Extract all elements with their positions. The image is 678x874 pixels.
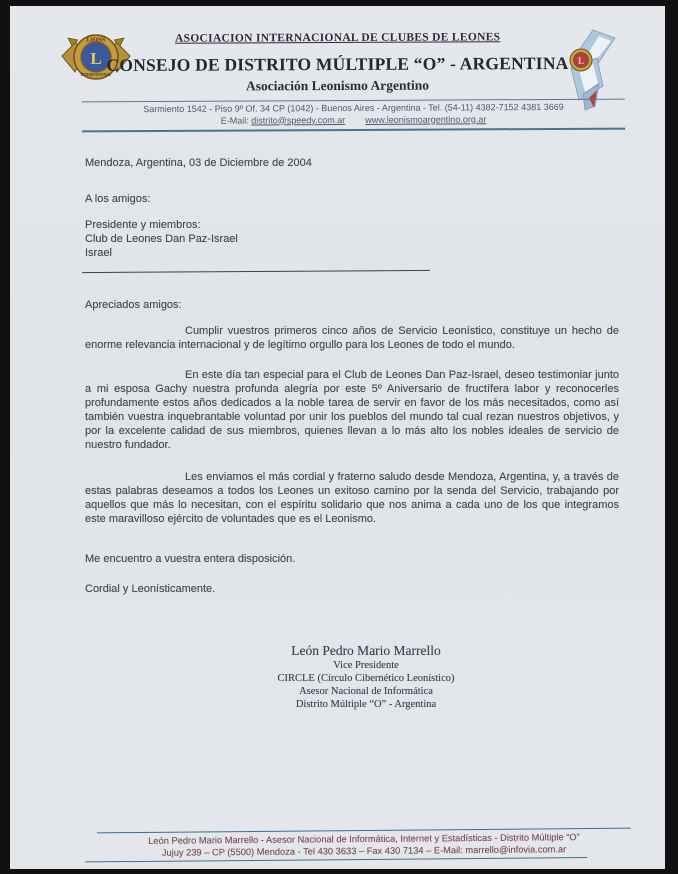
signer-title: Asesor Nacional de Informática — [299, 686, 433, 697]
organization-name: ASOCIACION INTERNACIONAL DE CLUBES DE LEONES — [174, 31, 501, 45]
salutation-intro: A los amigos: — [85, 193, 151, 205]
addressee-underline-rule — [82, 270, 430, 273]
svg-text:INTERNATIONAL: INTERNATIONAL — [80, 73, 112, 77]
addressee-line: Club de Leones Dan Paz-Israel — [85, 233, 238, 245]
svg-text:LIONS: LIONS — [86, 37, 106, 44]
paragraph: En este día tan especial para el Club de Leones Dan Paz-Israel, deseo testimoniar junto a mi esposa Gachy nuestra profunda alegría por este 5º Aniversario de fructífera labor y reconocerles profundamente estos años dedicados a la noble tarea de servir en favor de los más necesitados, como así también vuestra inquebrantable voluntad por unir los pueblos del mundo tal cual rezan nuestros objetivos, y por la excelente calidad de sus miembros, quienes llevan a lo más alto los nobles ideales de servicio de nuestro fundador. — [85, 369, 619, 451]
letterhead-address-block — [82, 99, 625, 133]
footer-line: León Pedro Mario Marrello - Asesor Nacional de Informática, Internet y Estadísticas - Distrito Múltiple “O” — [148, 832, 580, 846]
letterhead-address-line: Sarmiento 1542 - Piso 9º Of. 34 CP (1042) - Buenos Aires - Argentina - Tel. (54-11) 4382-7152 4381 3669 — [143, 101, 564, 115]
dateline: Mendoza, Argentina, 03 de Diciembre de 2004 — [85, 157, 312, 169]
signer-title: Vice Presidente — [333, 660, 399, 671]
signature-block — [99, 642, 633, 711]
association-subtitle: Asociación Leonismo Argentino — [245, 77, 430, 94]
letterhead-email: distrito@speedy.com.ar — [251, 114, 346, 126]
letterhead — [10, 6, 665, 131]
letterhead-website: www.leonismoargentino.org.ar — [365, 113, 487, 125]
email-label: E-Mail: — [220, 115, 252, 126]
letter-footer — [85, 828, 643, 863]
letter-page — [10, 6, 665, 869]
letter-body — [10, 156, 665, 711]
district-council-title: CONSEJO DE DISTRITO MÚLTIPLE “O” - ARGENTINA — [106, 52, 569, 76]
svg-text:L: L — [577, 56, 585, 66]
availability-line: Me encuentro a vuestra entera disposición. — [85, 553, 296, 565]
addressee-line: Presidente y miembros: — [85, 219, 201, 231]
paragraph: Cumplir vuestros primeros cinco años de Servicio Leonístico, constituye un hecho de enorme relevancia internacional y de legítimo orgullo para los Leones de todo el mundo. — [85, 325, 619, 351]
closing-line: Cordial y Leonísticamente. — [85, 583, 216, 595]
addressee-block — [85, 218, 619, 260]
signer-title: Distrito Múltiple “O” - Argentina — [295, 699, 437, 710]
paragraph: Les enviamos el más cordial y fraterno saludo desde Mendoza, Argentina, y, a través de estas palabras deseamos a todos los Leones un exitoso camino por la senda del Servicio, trabajando por aquellos que más lo necesitan, con el espíritu solidario que nos anima a cada uno de los que integramos este maravilloso ejército de voluntades que es el Leonismo. — [85, 471, 619, 525]
addressee-line: Israel — [85, 247, 112, 259]
footer-line: Jujuy 239 – CP (5500) Mendoza - Tel 430 3633 – Fax 430 7134 – E-Mail: marrello@infovia.com.ar — [161, 843, 567, 858]
svg-text:L: L — [90, 49, 102, 68]
footer-text — [85, 832, 643, 860]
signer-name: León Pedro Mario Marrello — [291, 643, 441, 658]
signer-title: CIRCLE (Círculo Cibernético Leonístico) — [277, 673, 455, 684]
greeting: Apreciados amigos: — [85, 299, 182, 311]
spacer — [345, 114, 365, 124]
